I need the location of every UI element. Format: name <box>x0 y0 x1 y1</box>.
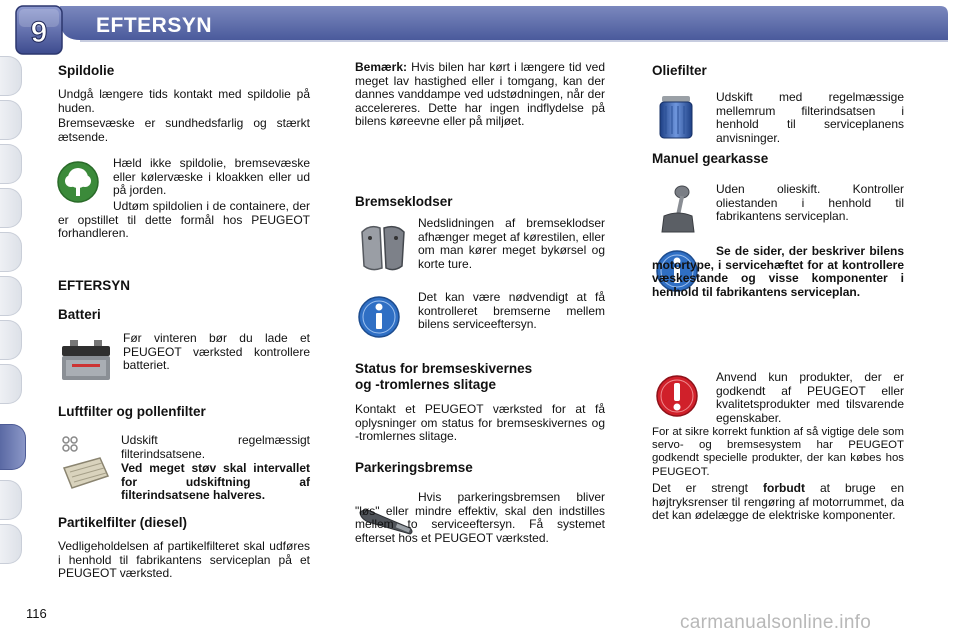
chapter-tab-5[interactable] <box>0 232 22 272</box>
brake-pads-icon <box>356 220 410 276</box>
spildolie-heading: Spildolie <box>58 63 115 78</box>
parkeringsbremse-text: Hvis parkeringsbremsen bliver "løs" eller mindre effektiv, skal den indstilles mellem to serviceeftersyn. Få systemet efterset hos et PEUGEOT værksted. <box>355 490 605 545</box>
warning-forbidden: forbudt <box>763 481 805 495</box>
warning-text-3c: at bruge en højtryksrenser til rengøring af motorrummet, da det kan ødelægge de elektriske komponenter. <box>652 481 904 523</box>
batteri-heading: Batteri <box>58 307 101 322</box>
info-icon <box>357 295 401 339</box>
bremseskiver-heading-1: Status for bremseskivernes <box>355 361 533 376</box>
spildolie-text-2: Bremsevæske er sundhedsfarlig og stærkt ætsende. <box>58 116 310 144</box>
chapter-tab-6[interactable] <box>0 276 22 316</box>
warning-text-1: Anvend kun produkter, der er godkendt af PEUGEOT eller kvalitetsprodukter med tilsvarende egenskaber. <box>716 370 904 425</box>
page-number: 116 <box>26 606 47 621</box>
parkeringsbremse-heading: Parkeringsbremse <box>355 460 473 475</box>
note-label: Bemærk: <box>355 60 408 74</box>
recycle-tree-icon <box>56 160 100 204</box>
oliefilter-heading: Oliefilter <box>652 63 707 78</box>
bremseskiver-heading-2: og -tromlernes slitage <box>355 377 497 392</box>
bremseklodser-heading: Bremseklodser <box>355 194 453 209</box>
chapter-tab-8[interactable] <box>0 364 22 404</box>
chapter-number: 9 <box>30 16 48 49</box>
oil-filter-icon <box>656 92 696 142</box>
service-info-text: Se de sider, der beskriver bilens motortype, i servicehæftet for at kontrollere væskestande og visse komponenter i henhold til fabrikantens serviceplan. <box>652 244 904 299</box>
eftersyn-heading: EFTERSYN <box>58 278 131 293</box>
note-paragraph <box>355 61 605 129</box>
note-text: Hvis bilen har kørt i længere tid ved meget lav hastighed eller i tomgang, kan der dannes vanddampe ved udstødningen, når der accelereres. Dette har ingen indflydelse på bilens køreevne eller på miljøet. <box>355 60 605 129</box>
gear-shifter-icon <box>658 184 698 236</box>
luftfilter-text-2: Ved meget støv skal intervallet for udskiftning af filterindsatsene halveres. <box>121 461 310 503</box>
warning-text-3 <box>652 482 904 523</box>
chapter-tab-3[interactable] <box>0 144 22 184</box>
chapter-tab-1[interactable] <box>0 56 22 96</box>
air-filter-icon <box>58 434 114 494</box>
chapter-tab-7[interactable] <box>0 320 22 360</box>
partikelfilter-heading: Partikelfilter (diesel) <box>58 515 188 530</box>
oliefilter-text: Udskift med regelmæssige mellemrum filterindsatsen i henhold til serviceplanens anvisninger. <box>716 90 904 145</box>
spildolie-text-4: Udtøm spildolien i de containere, der er opstillet til dette formål hos PEUGEOT forhandleren. <box>58 199 310 241</box>
chapter-badge <box>14 4 64 58</box>
warning-text-3a: Det er strengt <box>652 481 763 495</box>
chapter-tab-9-active[interactable] <box>0 424 26 470</box>
bremseskiver-text: Kontakt et PEUGEOT værksted for at få oplysninger om status for bremseskivernes og -tromlernes slitage. <box>355 402 605 444</box>
chapter-tab-4[interactable] <box>0 188 22 228</box>
batteri-text: Før vinteren bør du lade et PEUGEOT værksted kontrollere batteriet. <box>123 331 310 373</box>
page-title: EFTERSYN <box>96 14 213 37</box>
luftfilter-text-1: Udskift regelmæssigt filterindsatsene. <box>121 433 310 461</box>
bremseklodser-text-1: Nedslidningen af bremseklodser afhænger meget af kørestilen, eller om man kører meget bykørsel og korte ture. <box>418 216 605 271</box>
spildolie-text-3: Hæld ikke spildolie, bremsevæske eller kølervæske i kloakken eller ud på jorden. <box>113 156 310 198</box>
partikelfilter-text: Vedligeholdelsen af partikelfilteret skal udføres i henhold til fabrikantens serviceplan på et PEUGEOT værksted. <box>58 539 310 581</box>
spildolie-text-1: Undgå længere tids kontakt med spildolie på huden. <box>58 87 310 115</box>
manuel-gearkasse-text: Uden olieskift. Kontroller oliestanden i henhold til fabrikantens serviceplan. <box>716 182 904 224</box>
chapter-tab-10[interactable] <box>0 480 22 520</box>
warning-icon <box>655 374 699 418</box>
chapter-tab-11[interactable] <box>0 524 22 564</box>
manuel-gearkasse-heading: Manuel gearkasse <box>652 151 769 166</box>
watermark: carmanualsonline.info <box>680 612 872 633</box>
warning-text-2: For at sikre korrekt funktion af så vigtige dele som servo- og bremsesystem har PEUGEOT godkendt specielle produkter, der kan købes hos PEUGEOT. <box>652 426 904 478</box>
bremseklodser-text-2: Det kan være nødvendigt at få kontrolleret bremserne mellem bilens serviceeftersyn. <box>418 290 605 332</box>
luftfilter-heading: Luftfilter og pollenfilter <box>58 404 206 419</box>
chapter-tab-2[interactable] <box>0 100 22 140</box>
battery-icon <box>58 336 114 384</box>
